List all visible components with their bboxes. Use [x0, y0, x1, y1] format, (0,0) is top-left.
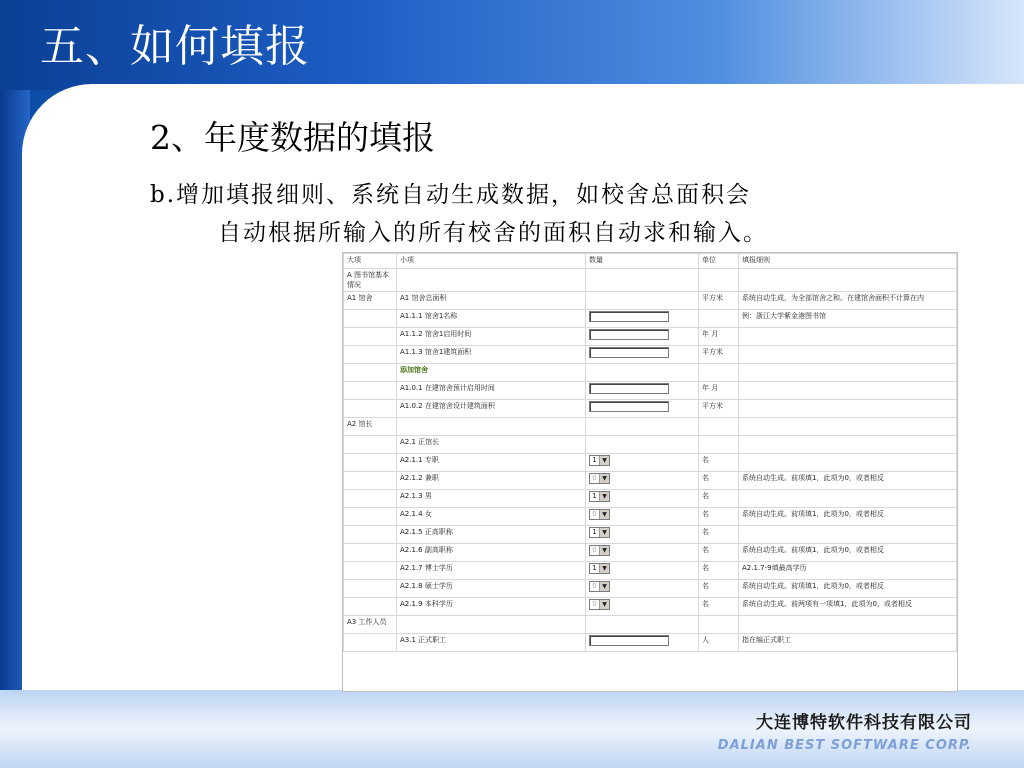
row-unit: 名: [699, 490, 739, 508]
row-category: [344, 310, 397, 328]
table-row: [344, 292, 957, 310]
row-item: [397, 269, 586, 292]
row-item: A2.1.1 专职: [397, 454, 586, 472]
table-row: [344, 616, 957, 634]
table-row: [344, 634, 957, 652]
row-quantity: [586, 580, 699, 598]
row-quantity: [586, 436, 699, 454]
row-category: [344, 508, 397, 526]
slide-description: [150, 176, 1010, 252]
table-row: [344, 418, 957, 436]
description-line-2: 自动根据所输入的所有校舍的面积自动求和输入。: [218, 220, 768, 246]
row-rules: [739, 454, 957, 472]
row-unit: 名: [699, 526, 739, 544]
table-row: [344, 490, 957, 508]
row-item: A2.1.3 男: [397, 490, 586, 508]
row-quantity: [586, 400, 699, 418]
row-rules: [739, 328, 957, 346]
row-item: A1 馆舍总面积: [397, 292, 586, 310]
header-category: 大项: [344, 254, 397, 269]
form-screenshot: [342, 252, 958, 692]
quantity-input[interactable]: [589, 347, 669, 358]
company-name-en: DALIAN BEST SOFTWARE CORP.: [717, 738, 972, 753]
row-unit: [699, 616, 739, 634]
header-item: 小项: [397, 254, 586, 269]
row-rules: 指在编正式职工: [739, 634, 957, 652]
row-unit: [699, 310, 739, 328]
table-row: [344, 346, 957, 364]
header-quantity: 数量: [586, 254, 699, 269]
table-row: [344, 580, 957, 598]
chevron-down-icon: ▼: [599, 582, 609, 591]
row-unit: 平方米: [699, 292, 739, 310]
row-quantity: [586, 598, 699, 616]
table-row: [344, 328, 957, 346]
row-category: [344, 400, 397, 418]
quantity-select: [589, 509, 610, 520]
row-rules: 系统自动生成。前项填1，此项为0，或者相反: [739, 472, 957, 490]
row-rules: A2.1.7-9填最高学历: [739, 562, 957, 580]
row-unit: 平方米: [699, 346, 739, 364]
row-rules: [739, 490, 957, 508]
row-category: [344, 562, 397, 580]
row-rules: 系统自动生成。前项填1，此项为0，或者相反: [739, 580, 957, 598]
row-category: [344, 328, 397, 346]
row-category: [344, 490, 397, 508]
table-row: [344, 562, 957, 580]
row-category: A2 馆长: [344, 418, 397, 436]
quantity-input[interactable]: [589, 311, 669, 322]
row-category: [344, 382, 397, 400]
table-row: [344, 544, 957, 562]
header-rules: 填报细则: [739, 254, 957, 269]
header-unit: 单位: [699, 254, 739, 269]
row-rules: 系统自动生成。前两项有一项填1，此项为0，或者相反: [739, 598, 957, 616]
row-rules: 系统自动生成。前项填1，此项为0，或者相反: [739, 508, 957, 526]
slide-title: 五、如何填报: [40, 21, 310, 72]
row-quantity: [586, 544, 699, 562]
chevron-down-icon: ▼: [599, 600, 609, 609]
row-unit: 名: [699, 580, 739, 598]
quantity-select[interactable]: [589, 455, 610, 466]
row-quantity: [586, 526, 699, 544]
row-unit: 名: [699, 598, 739, 616]
row-quantity: [586, 472, 699, 490]
quantity-select: [589, 473, 610, 484]
row-rules: [739, 269, 957, 292]
table-row: [344, 598, 957, 616]
quantity-select[interactable]: [589, 563, 610, 574]
table-row: [344, 436, 957, 454]
row-item: A2.1.2 兼职: [397, 472, 586, 490]
select-value: 1: [592, 564, 597, 572]
row-rules: [739, 382, 957, 400]
row-category: [344, 472, 397, 490]
quantity-input[interactable]: [589, 383, 669, 394]
select-value: 0: [592, 600, 597, 608]
select-value: 0: [592, 510, 597, 518]
slide-subtitle: 2、年度数据的填报: [150, 118, 435, 157]
row-rules: [739, 436, 957, 454]
chevron-down-icon: ▼: [599, 492, 609, 501]
row-category: [344, 634, 397, 652]
chevron-down-icon: ▼: [599, 546, 609, 555]
table-row: [344, 310, 957, 328]
table-row: [344, 472, 957, 490]
row-unit: 名: [699, 544, 739, 562]
table-row: [344, 400, 957, 418]
row-category: [344, 454, 397, 472]
row-unit: [699, 269, 739, 292]
row-item[interactable]: 添加馆舍: [397, 364, 586, 382]
row-item: A1.0.1 在建馆舍预计启用时间: [397, 382, 586, 400]
row-unit: 名: [699, 508, 739, 526]
select-value: 1: [592, 492, 597, 500]
row-rules: 系统自动生成，为全部馆舍之和。在建馆舍面积不计算在内: [739, 292, 957, 310]
chevron-down-icon: ▼: [599, 474, 609, 483]
row-quantity: [586, 269, 699, 292]
row-item: A2.1 正馆长: [397, 436, 586, 454]
row-quantity: [586, 346, 699, 364]
chevron-down-icon: ▼: [599, 528, 609, 537]
annual-data-form: [343, 253, 957, 652]
row-category: [344, 346, 397, 364]
row-quantity: [586, 634, 699, 652]
row-unit: 名: [699, 472, 739, 490]
row-quantity: [586, 364, 699, 382]
row-category: [344, 598, 397, 616]
row-rules: 例：浙江大学紫金港图书馆: [739, 310, 957, 328]
row-quantity: [586, 418, 699, 436]
row-item: A1.0.2 在建馆舍设计建筑面积: [397, 400, 586, 418]
row-unit: 年 月: [699, 328, 739, 346]
select-value: 1: [592, 528, 597, 536]
row-unit: 年 月: [699, 382, 739, 400]
row-item: A2.1.8 硕士学历: [397, 580, 586, 598]
row-rules: [739, 400, 957, 418]
table-row: [344, 526, 957, 544]
row-category: A 图书馆基本情况: [344, 269, 397, 292]
row-quantity: [586, 328, 699, 346]
chevron-down-icon: ▼: [599, 564, 609, 573]
row-item: A3.1 正式职工: [397, 634, 586, 652]
table-row: [344, 454, 957, 472]
row-item: A1.1.3 馆舍1建筑面积: [397, 346, 586, 364]
quantity-select: [589, 545, 610, 556]
row-rules: [739, 364, 957, 382]
row-item: A2.1.5 正高职称: [397, 526, 586, 544]
chevron-down-icon: ▼: [599, 456, 609, 465]
row-rules: 系统自动生成。前项填1，此项为0，或者相反: [739, 544, 957, 562]
table-row: [344, 269, 957, 292]
row-unit: 人: [699, 634, 739, 652]
select-value: 0: [592, 582, 597, 590]
row-quantity: [586, 508, 699, 526]
quantity-input[interactable]: [589, 329, 669, 340]
row-quantity: [586, 616, 699, 634]
row-unit: [699, 364, 739, 382]
company-name-cn: 大连博特软件科技有限公司: [756, 713, 972, 733]
chevron-down-icon: ▼: [599, 510, 609, 519]
row-category: [344, 364, 397, 382]
description-line-1: b.增加填报细则、系统自动生成数据，如校舍总面积会: [150, 182, 752, 208]
quantity-input[interactable]: [589, 635, 669, 646]
row-unit: [699, 436, 739, 454]
quantity-input[interactable]: [589, 401, 669, 412]
table-row: [344, 508, 957, 526]
row-category: [344, 544, 397, 562]
row-rules: [739, 418, 957, 436]
quantity-select: [589, 599, 610, 610]
row-rules: [739, 616, 957, 634]
row-category: [344, 580, 397, 598]
row-item: A1.1.1 馆舍1名称: [397, 310, 586, 328]
row-unit: 平方米: [699, 400, 739, 418]
row-item: A2.1.6 副高职称: [397, 544, 586, 562]
row-item: A2.1.4 女: [397, 508, 586, 526]
row-category: A3 工作人员: [344, 616, 397, 634]
row-quantity: [586, 562, 699, 580]
row-item: A2.1.9 本科学历: [397, 598, 586, 616]
row-unit: 名: [699, 454, 739, 472]
row-item: [397, 616, 586, 634]
row-rules: [739, 526, 957, 544]
table-header-row: [344, 254, 957, 269]
row-category: [344, 436, 397, 454]
table-row: [344, 382, 957, 400]
row-quantity: [586, 292, 699, 310]
row-quantity: [586, 454, 699, 472]
select-value: 0: [592, 474, 597, 482]
row-item: A2.1.7 博士学历: [397, 562, 586, 580]
row-quantity: [586, 490, 699, 508]
select-value: 1: [592, 456, 597, 464]
quantity-select[interactable]: [589, 491, 610, 502]
row-item: A1.1.2 馆舍1启用时间: [397, 328, 586, 346]
row-quantity: [586, 310, 699, 328]
row-rules: [739, 346, 957, 364]
row-category: [344, 526, 397, 544]
quantity-select[interactable]: [589, 527, 610, 538]
row-item: [397, 418, 586, 436]
row-quantity: [586, 382, 699, 400]
select-value: 0: [592, 546, 597, 554]
row-category: A1 馆舍: [344, 292, 397, 310]
quantity-select: [589, 581, 610, 592]
table-row: [344, 364, 957, 382]
row-unit: [699, 418, 739, 436]
row-unit: 名: [699, 562, 739, 580]
